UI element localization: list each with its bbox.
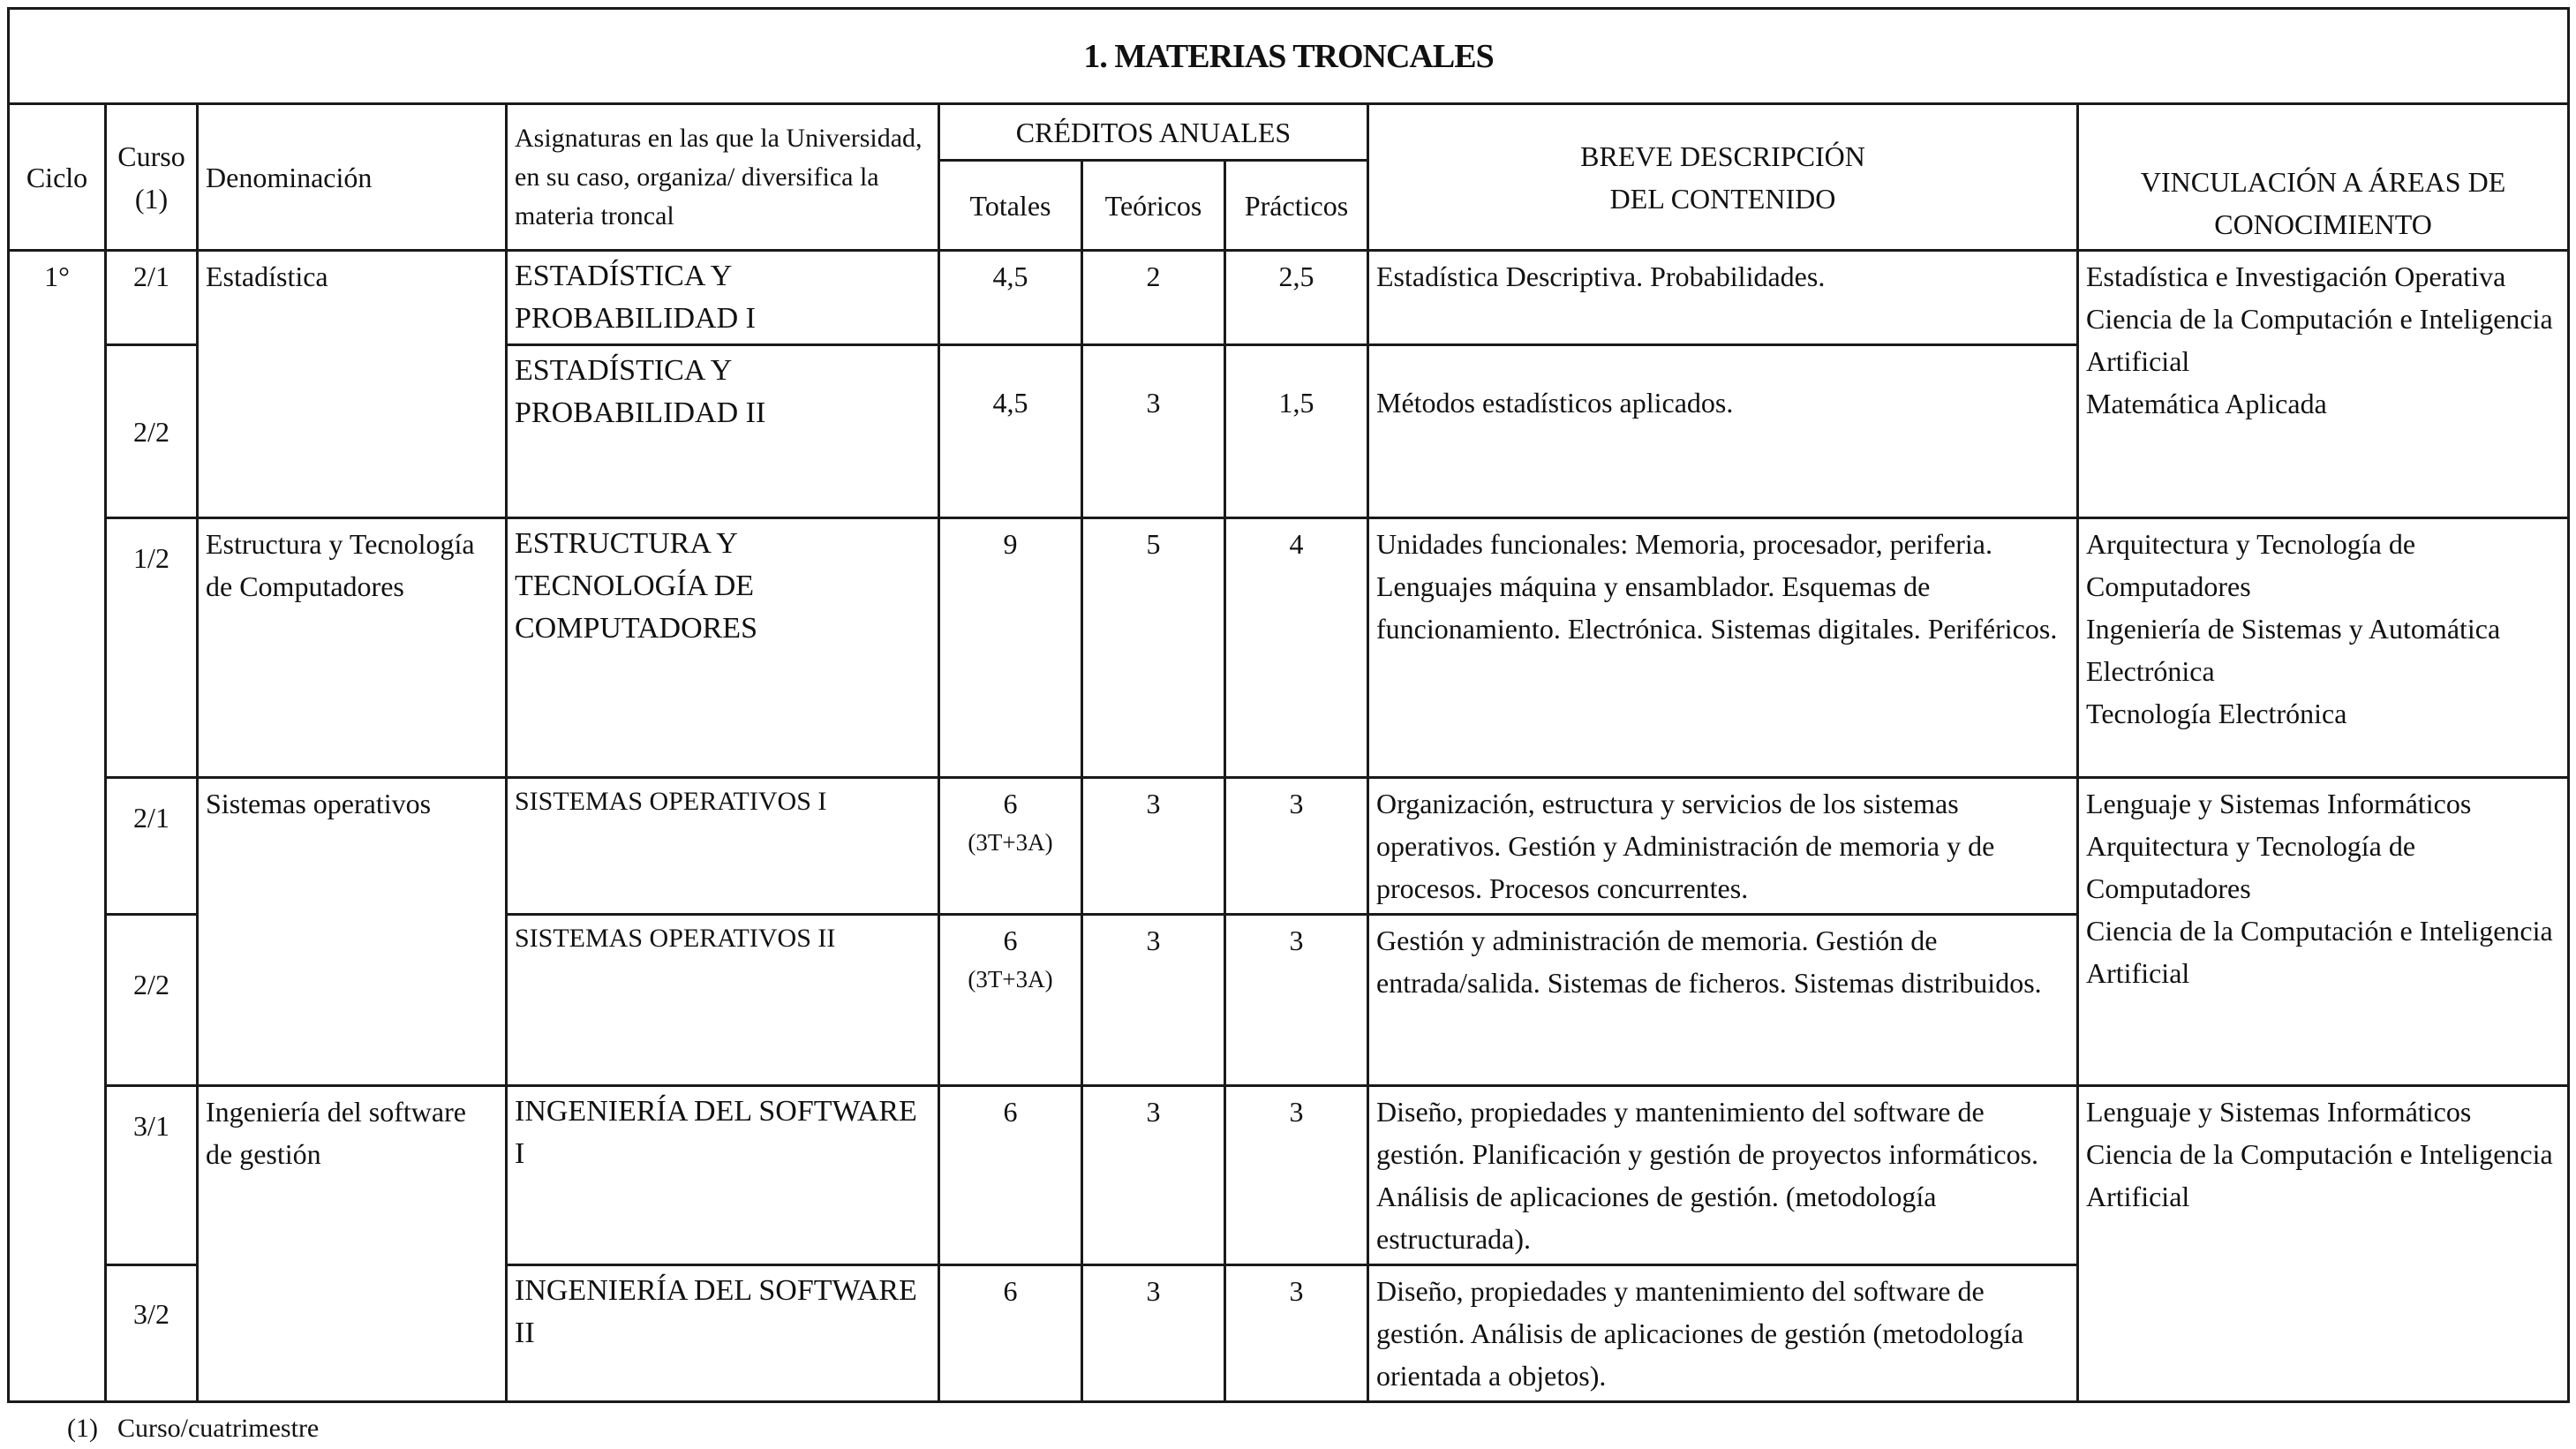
row-1-descripcion: Métodos estadísticos aplicados. (1368, 345, 2078, 518)
row-3-curso: 2/1 (106, 778, 198, 915)
row-0-curso: 2/1 (106, 251, 198, 345)
row-4-totales-note: (3T+3A) (968, 966, 1053, 992)
header-curso-label: Curso (117, 140, 185, 172)
header-denominacion: Denominación (198, 104, 507, 251)
row-1-asignatura: ESTADÍSTICA Y PROBABILIDAD II (507, 345, 939, 518)
header-vinculacion: VINCULACIÓN A ÁREAS DE CONOCIMIENTO (2078, 104, 2569, 251)
header-teoricos: Teóricos (1082, 161, 1225, 251)
footnote-number: (1) (67, 1414, 98, 1443)
row-1-curso: 2/2 (106, 345, 198, 518)
document-sheet (7, 7, 2567, 1392)
row-0-teoricos: 2 (1082, 251, 1225, 345)
row-3-totales-note: (3T+3A) (968, 829, 1053, 856)
header-totales: Totales (939, 161, 1082, 251)
header-creditos-anuales: CRÉDITOS ANUALES (939, 104, 1368, 161)
row-5-teoricos: 3 (1082, 1086, 1225, 1265)
row-5-vinculacion: Lenguaje y Sistemas Informáticos Ciencia de la Computación e Inteligencia Artificial (2078, 1086, 2569, 1402)
row-0-practicos: 2,5 (1225, 251, 1368, 345)
materias-troncales-table (7, 7, 2570, 1403)
row-0-totales (939, 251, 1082, 345)
row-4-curso: 2/2 (106, 915, 198, 1086)
row-2-asignatura: ESTRUCTURA Y TECNOLOGÍA DE COMPUTADORES (507, 518, 939, 778)
row-4-teoricos: 3 (1082, 915, 1225, 1086)
row-3-descripcion: Organización, estructura y servicios de los sistemas operativos. Gestión y Administración de memoria y de procesos. Procesos concurrentes. (1368, 778, 2078, 915)
row-4-practicos: 3 (1225, 915, 1368, 1086)
row-2-descripcion: Unidades funcionales: Memoria, procesador, periferia. Lenguajes máquina y ensamblador. Esquemas de funcionamiento. Electrónica. Sistemas digitales. Periféricos. (1368, 518, 2078, 778)
row-6-practicos: 3 (1225, 1265, 1368, 1402)
row-2-practicos: 4 (1225, 518, 1368, 778)
row-5-curso: 3/1 (106, 1086, 198, 1265)
row-1-teoricos: 3 (1082, 345, 1225, 518)
header-descripcion-line2: DEL CONTENIDO (1609, 182, 1836, 215)
header-descripcion (1368, 104, 2078, 251)
row-5-totales: 6 (939, 1086, 1082, 1265)
table-title: 1. MATERIAS TRONCALES (9, 9, 2569, 104)
row-4-totales-value: 6 (1003, 924, 1018, 956)
header-curso (106, 104, 198, 251)
row-5-denominacion: Ingeniería del software de gestión (198, 1086, 507, 1402)
header-asignaturas: Asignaturas en las que la Universidad, en su caso, organiza/ diversifica la materia troncal (507, 104, 939, 251)
row-3-practicos: 3 (1225, 778, 1368, 915)
row-2-totales: 9 (939, 518, 1082, 778)
row-6-curso: 3/2 (106, 1265, 198, 1402)
row-1-totales: 4,5 (939, 345, 1082, 518)
row-2-teoricos: 5 (1082, 518, 1225, 778)
row-5-practicos: 3 (1225, 1086, 1368, 1265)
row-1-practicos: 1,5 (1225, 345, 1368, 518)
row-0-descripcion: Estadística Descriptiva. Probabilidades. (1368, 251, 2078, 345)
row-6-totales: 6 (939, 1265, 1082, 1402)
header-descripcion-line1: BREVE DESCRIPCIÓN (1580, 140, 1865, 172)
row-0-vinculacion: Estadística e Investigación Operativa Ciencia de la Computación e Inteligencia Artificial Matemática Aplicada (2078, 251, 2569, 518)
row-2-vinculacion: Arquitectura y Tecnología de Computadores Ingeniería de Sistemas y Automática Electrónica Tecnología Electrónica (2078, 518, 2569, 778)
row-2-denominacion: Estructura y Tecnología de Computadores (198, 518, 507, 778)
header-curso-note: (1) (134, 182, 169, 215)
row-4-totales (939, 915, 1082, 1086)
row-3-asignatura: SISTEMAS OPERATIVOS I (507, 778, 939, 915)
header-ciclo: Ciclo (9, 104, 106, 251)
row-6-asignatura: INGENIERÍA DEL SOFTWARE II (507, 1265, 939, 1402)
row-2-curso: 1/2 (106, 518, 198, 778)
row-0-asignatura: ESTADÍSTICA Y PROBABILIDAD I (507, 251, 939, 345)
footnote-text: Curso/cuatrimestre (117, 1414, 320, 1443)
ciclo-cell: 1° (9, 251, 106, 1402)
row-6-descripcion: Diseño, propiedades y mantenimiento del software de gestión. Análisis de aplicaciones de gestión (metodología orientada a objetos). (1368, 1265, 2078, 1402)
row-6-teoricos: 3 (1082, 1265, 1225, 1402)
row-0-denominacion: Estadística (198, 251, 507, 518)
row-3-vinculacion: Lenguaje y Sistemas Informáticos Arquitectura y Tecnología de Computadores Ciencia de la Computación e Inteligencia Artificial (2078, 778, 2569, 1086)
row-0-totales-value: 4,5 (992, 260, 1028, 292)
row-3-totales (939, 778, 1082, 915)
row-4-asignatura: SISTEMAS OPERATIVOS II (507, 915, 939, 1086)
row-5-descripcion: Diseño, propiedades y mantenimiento del software de gestión. Planificación y gestión de proyectos informáticos. Análisis de aplicaciones de gestión. (metodología estructurada). (1368, 1086, 2078, 1265)
row-3-teoricos: 3 (1082, 778, 1225, 915)
header-practicos: Prácticos (1225, 161, 1368, 251)
row-3-denominacion: Sistemas operativos (198, 778, 507, 1086)
row-5-asignatura: INGENIERÍA DEL SOFTWARE I (507, 1086, 939, 1265)
footnote (67, 1411, 319, 1446)
row-4-descripcion: Gestión y administración de memoria. Gestión de entrada/salida. Sistemas de ficheros. Sistemas distribuidos. (1368, 915, 2078, 1086)
row-3-totales-value: 6 (1003, 788, 1018, 819)
